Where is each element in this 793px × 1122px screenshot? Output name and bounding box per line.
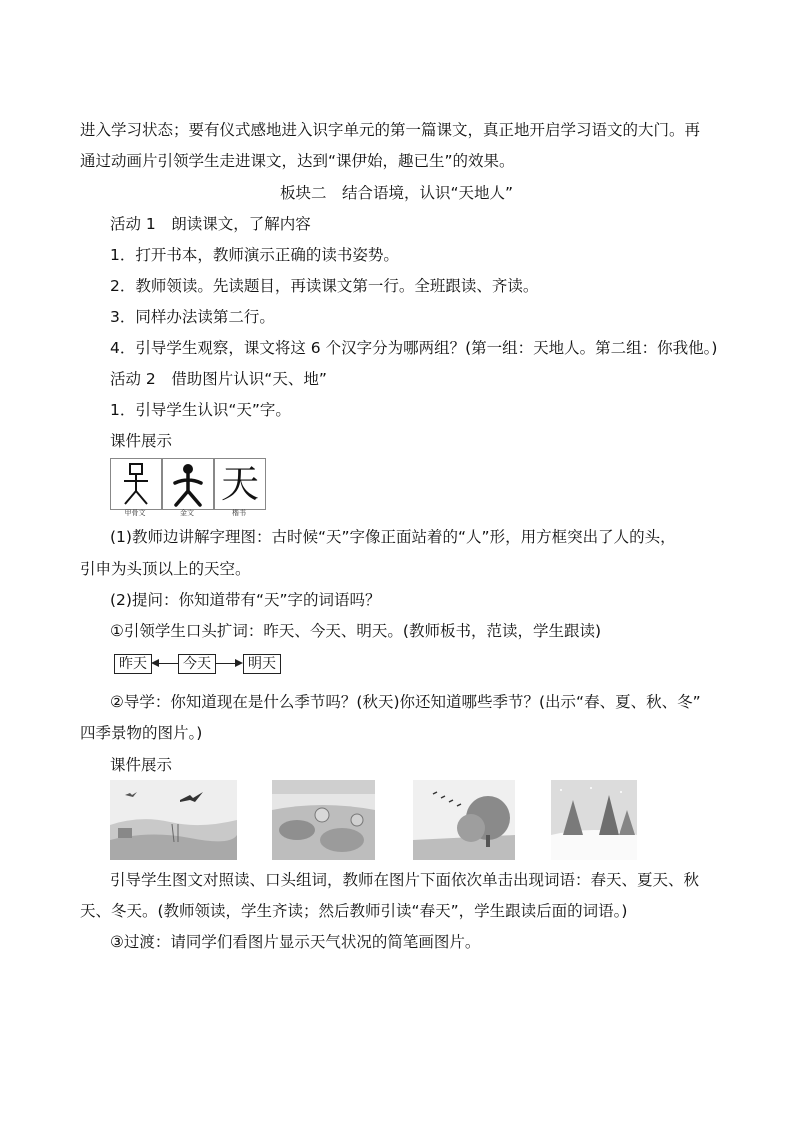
caption-regular: 楷书 xyxy=(232,509,246,517)
oracle-bone-glyph-icon xyxy=(111,459,161,509)
winter-scene-image xyxy=(551,780,637,860)
word-box-yesterday: 昨天 xyxy=(114,654,152,674)
spring-scene-image xyxy=(110,780,237,860)
task-line: ②导学：你知道现在是什么季节吗？(秋天)你还知道哪些季节？(出示“春、夏、秋、冬” xyxy=(110,693,701,711)
word-box-tomorrow: 明天 xyxy=(243,654,281,674)
guide-line: 引导学生图文对照读、口头组词，教师在图片下面依次单击出现词语：春天、夏天、秋 xyxy=(110,871,700,889)
arrow-line xyxy=(215,663,235,664)
bronze-glyph-icon xyxy=(163,459,213,509)
guide-line: 天、冬天。(教师领读，学生齐读；然后教师引读“春天”，学生跟读后面的词语。) xyxy=(80,902,628,920)
explanation-line: (1)教师边讲解字理图：古时候“天”字像正面站着的“人”形，用方框突出了人的头， xyxy=(110,528,676,546)
courseware-label: 课件展示 xyxy=(110,432,173,450)
courseware-label: 课件展示 xyxy=(110,756,173,774)
caption-oracle: 甲骨文 xyxy=(124,509,146,517)
activity-heading: 活动 1 朗读课文，了解内容 xyxy=(110,215,311,233)
activity-heading: 活动 2 借助图片认识“天、地” xyxy=(110,370,327,388)
step-line: 2．教师领读。先读题目，再读课文第一行。全班跟读、齐读。 xyxy=(110,277,539,295)
explanation-line: 引申为头顶以上的天空。 xyxy=(80,560,251,578)
regular-script-character: 天 xyxy=(214,458,266,510)
transition-line: ③过渡：请同学们看图片显示天气状况的简笔画图片。 xyxy=(110,933,481,951)
step-line: 1．引导学生认识“天”字。 xyxy=(110,401,291,419)
bronze-character xyxy=(162,458,214,510)
task-line: 四季景物的图片。) xyxy=(80,724,203,742)
step-line: 4．引导学生观察，课文将这 6 个汉字分为哪两组？(第一组：天地人。第二组：你我他。) xyxy=(110,339,718,357)
section-heading: 板块二 结合语境，认识“天地人” xyxy=(279,184,514,202)
autumn-scene-image xyxy=(413,780,515,860)
step-line: 1．打开书本，教师演示正确的读书姿势。 xyxy=(110,246,399,264)
step-line: 3．同样办法读第二行。 xyxy=(110,308,275,326)
summer-scene-image xyxy=(272,780,375,860)
word-box-today: 今天 xyxy=(178,654,216,674)
para-line: 通过动画片引领学生走进课文，达到“课伊始，趣已生”的效果。 xyxy=(80,152,515,170)
arrow-line xyxy=(158,663,178,664)
para-line: 进入学习状态；要有仪式感地进入识字单元的第一篇课文，真正地开启学习语文的大门。再 xyxy=(80,121,701,139)
arrow-right-icon xyxy=(235,659,243,667)
caption-bronze: 金文 xyxy=(180,509,194,517)
question-line: (2)提问：你知道带有“天”字的词语吗？ xyxy=(110,591,381,609)
task-line: ①引领学生口头扩词：昨天、今天、明天。(教师板书，范读，学生跟读) xyxy=(110,622,601,640)
oracle-bone-character xyxy=(110,458,162,510)
